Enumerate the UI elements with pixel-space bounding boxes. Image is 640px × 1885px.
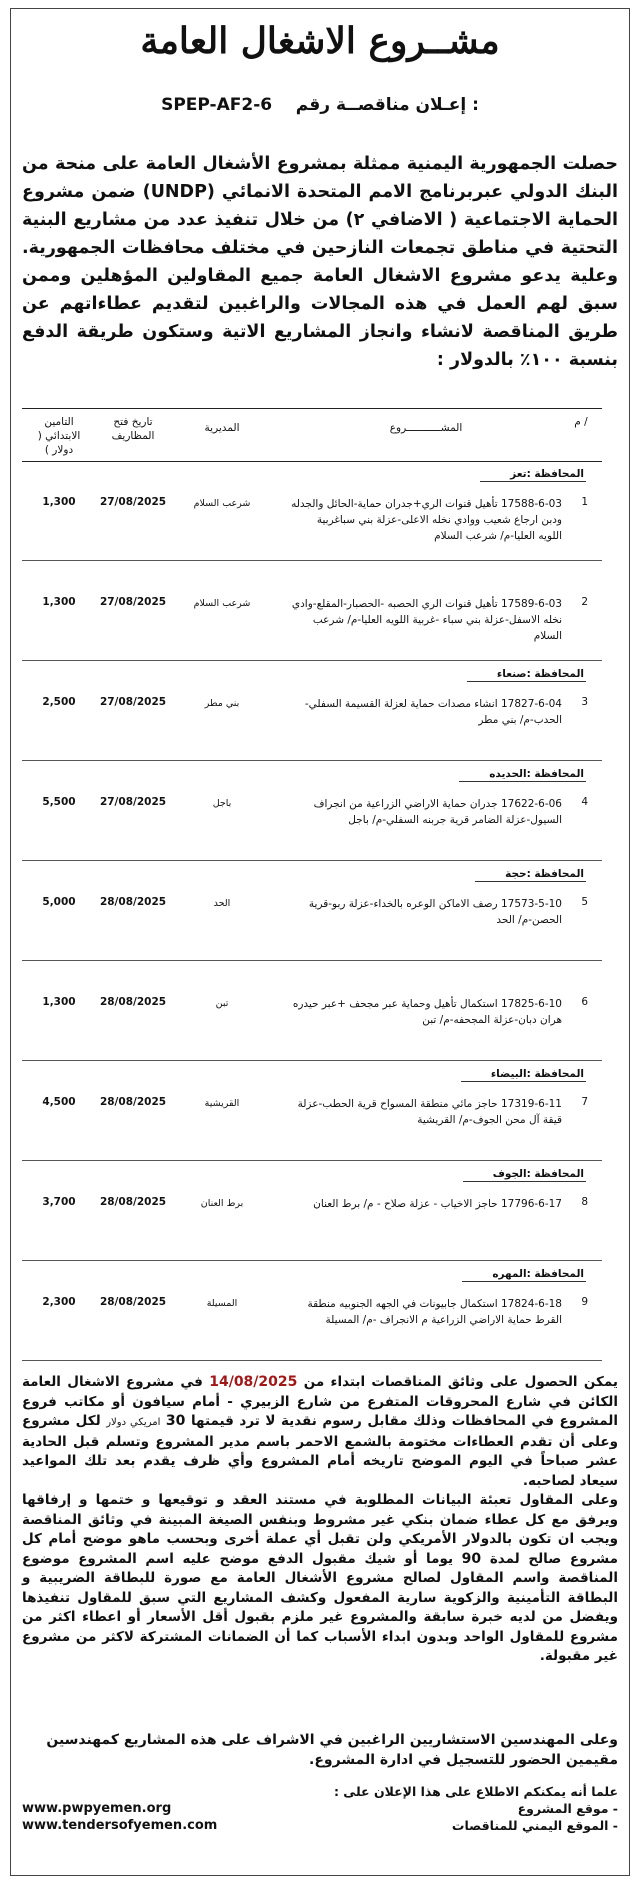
project-description: 17573-5-10 رصف الاماكن الوعره بالخداء-عزلة ربو-قرية الحصن-م/ الحد xyxy=(308,898,562,926)
bid-security-amount: 2,500 xyxy=(42,696,76,708)
directorate: المسيلة xyxy=(206,1298,238,1309)
conditions-p1b: في مشروع الاشغال العامة الكائن في شارع المحروقات المتفرع من شارع الزبيري - أمام سيافون أو مكاتب فروع المشروع في المحافظات وذلك مقابل رسوم نقدية لا ترد قيمتها xyxy=(22,1374,618,1429)
conditions-text xyxy=(22,1373,618,1667)
table-row xyxy=(22,960,602,1061)
website-row-2 xyxy=(22,1817,618,1834)
table-row xyxy=(22,760,602,861)
websites-note: علما أنه يمكنكم الاطلاع على هذا الإعلان على : xyxy=(333,1784,618,1799)
project-row xyxy=(22,1196,602,1244)
opening-date: 28/08/2025 xyxy=(99,1096,167,1108)
bid-security-amount: 3,700 xyxy=(42,1196,76,1208)
project-row xyxy=(22,696,602,744)
row-number: 1 xyxy=(581,496,588,508)
opening-date: 28/08/2025 xyxy=(99,1296,167,1308)
project-row xyxy=(22,996,602,1044)
opening-date: 28/08/2025 xyxy=(99,1196,167,1208)
table-row xyxy=(22,660,602,761)
bid-security-amount: 4,500 xyxy=(42,1096,76,1108)
directorate: باجل xyxy=(212,798,232,809)
governorate-label: المحافظة :الحديده xyxy=(459,768,586,782)
website-row-1 xyxy=(22,1800,618,1817)
opening-date: 27/08/2025 xyxy=(99,496,167,508)
governorate-label: المحافظة :الجوف xyxy=(463,1168,586,1182)
conditions-p1c: لكل مشروع وعلى أن تقدم العطاءات مختومة بالشمع الاحمر باسم مدير المشروع وتسلم قبل الحادية عشر صباحاً في اليوم الموضح تاريخه أمام المشروع وأي ظرف يقدم بعد تلك المواعيد سيعاد لصاحبه. xyxy=(22,1413,618,1489)
opening-date: 27/08/2025 xyxy=(99,796,167,808)
table-row xyxy=(22,860,602,961)
tender-heading xyxy=(0,95,640,115)
table-header xyxy=(22,408,602,462)
project-description: 17589-6-03 تأهيل قنوات الري الحصبه -الحصبار-المقلع-وادي نخله الاسفل-عزلة بني سباء -غربية اللويه العليا-م/ شرعب السلام xyxy=(291,598,562,642)
intro-paragraph: حصلت الجمهورية اليمنية ممثلة بمشروع الأشغال العامة على منحة من البنك الدولي عبربرنامج الامم المتحدة الانمائي (UNDP) ضمن مشروع الحماية الاجتماعية ( الاضافي ٢) من خلال تنفيذ عدد من مشاريع البنية التحتية في مناطق تجمعات النازحين في مختلف محافظات الجمهورية. وعلية يدعو مشروع الاشغال العامة جميع المقاولين المؤهلين وممن سبق لهم العمل في هذه المجالات والراغبين لتقديم عطاءاتهم عن طريق المناقصة لانشاء وانجاز المشاريع الاتية وستكون طريقة الدفع بنسبة ١٠٠٪ بالدولار : xyxy=(22,154,619,370)
table-row xyxy=(22,1260,602,1361)
governorate-label: المحافظة :حجة xyxy=(475,868,586,882)
project-row xyxy=(22,1096,602,1144)
conditions-p2a: وعلى المقاول تعبئة البيانات المطلوبة في مستند العقد و توقيعها و ختمها و إرفاقها ويرفق مع كل عطاء ضمان بنكي غير مشروط وبنفس الصيغة المبينة في وثائق المناقصة ويجب ان تكون بالدولار الأمريكي ولن تقبل أي عملة أخرى وبحسب ماهو موضح أمام كل مشروع صالح لمدة xyxy=(22,1492,619,1567)
row-number: 8 xyxy=(581,1196,588,1208)
header-amount: التامين الابتدائي ( دولار ) xyxy=(37,416,81,456)
header-num: م / xyxy=(574,416,588,428)
opening-date: 28/08/2025 xyxy=(99,896,167,908)
consultants-paragraph: وعلى المهندسين الاستشاريين الراغبين في الاشراف على هذه المشاريع كمهندسين مقيمين الحضور للتسجيل في ادارة المشروع. xyxy=(46,1732,618,1768)
opening-date: 27/08/2025 xyxy=(99,596,167,608)
header-project: المشـــــــــــروع xyxy=(389,422,463,434)
directorate: برط العنان xyxy=(200,1198,244,1209)
conditions-p1a: يمكن الحصول على وثائق المناقصات ابتداء من xyxy=(303,1374,618,1390)
table-row xyxy=(22,1060,602,1161)
project-description: 17796-6-17 حاجز الاخياب - عزلة صلاح - م/ برط العنان xyxy=(313,1198,562,1210)
project-description: 17588-6-03 تأهيل قنوات الري+جدران حماية-الحائل والجدله ودبن ارجاع شعيب ووادي نخله الاعلى-عزلة بني سباغربية اللويه العليا-م/ شرعب السلام xyxy=(291,498,562,542)
project-description: 17827-6-04 انشاء مصدات حماية لعزلة القسيمة السفلي-الحدب-م/ بني مطر xyxy=(304,698,562,726)
row-number: 9 xyxy=(581,1296,588,1308)
header-date: تاريخ فتح المظاريف xyxy=(111,416,155,442)
governorate-label: المحافظة :المهره xyxy=(462,1268,586,1282)
page-title: مشــروع الاشغال العامة xyxy=(140,20,500,62)
governorate-label: المحافظة :البيضاء xyxy=(461,1068,586,1082)
website-1-label: - موقع المشروع xyxy=(517,1801,618,1816)
bid-security-amount: 5,000 xyxy=(42,896,76,908)
row-number: 6 xyxy=(581,996,588,1008)
project-description: 17825-6-10 استكمال تأهيل وحماية عبر مجحف +عبر حيدره هران دبان-عزلة المجحفه-م/ تبن xyxy=(292,998,562,1026)
row-number: 3 xyxy=(581,696,588,708)
table-row xyxy=(22,560,602,661)
directorate: القريشية xyxy=(204,1098,240,1109)
governorate-label: المحافظة :تعز xyxy=(480,468,586,482)
bid-security-amount: 5,500 xyxy=(42,796,76,808)
website-2-label: - الموقع اليمني للمناقصات xyxy=(451,1818,618,1833)
docs-start-date: 14/08/2025 xyxy=(209,1374,298,1390)
row-number: 4 xyxy=(581,796,588,808)
fee-currency: امريكي دولار xyxy=(106,1417,161,1428)
table-row xyxy=(22,460,602,561)
fee-amount: 30 xyxy=(165,1413,186,1429)
project-description: 17319-6-11 حاجز مائي منطقة المسواح قرية الحطب-عزلة قيقة آل محن الجوف-م/ القريشية xyxy=(297,1098,562,1126)
bid-security-amount: 1,300 xyxy=(42,496,76,508)
project-description: 17824-6-18 استكمال جابيونات في الجهه الجنوبيه منطقة القرط حماية الاراضي الزراعية م الانجراف -م/ المسيلة xyxy=(307,1298,562,1326)
opening-date: 28/08/2025 xyxy=(99,996,167,1008)
row-number: 5 xyxy=(581,896,588,908)
project-row xyxy=(22,896,602,944)
row-number: 7 xyxy=(581,1096,588,1108)
governorate-label: المحافظة :صنعاء xyxy=(467,668,586,682)
project-row xyxy=(22,596,602,644)
bid-security-amount: 1,300 xyxy=(42,996,76,1008)
websites-block xyxy=(22,1783,618,1834)
directorate: شرعب السلام xyxy=(193,498,251,509)
website-1-url[interactable]: www.pwpyemen.org xyxy=(22,1801,172,1816)
header-directorate: المديرية xyxy=(204,422,240,434)
project-row xyxy=(22,796,602,844)
row-number: 2 xyxy=(581,596,588,608)
tender-label: إعـلان مناقصــة رقم : xyxy=(295,95,479,115)
directorate: تبن xyxy=(215,998,229,1009)
opening-date: 27/08/2025 xyxy=(99,696,167,708)
directorate: بني مطر xyxy=(204,698,240,709)
project-row xyxy=(22,496,602,544)
guarantee-days: 90 xyxy=(461,1550,482,1567)
directorate: الحد xyxy=(213,898,231,909)
tender-number: SPEP-AF2-6 xyxy=(161,95,273,115)
project-description: 17622-6-06 جدران حماية الاراضي الزراعية من انجراف السيول-عزلة الضامر قرية جربنه السفلي-م/ باجل xyxy=(313,798,562,826)
project-row xyxy=(22,1296,602,1344)
directorate: شرعب السلام xyxy=(193,598,251,609)
bid-security-amount: 2,300 xyxy=(42,1296,76,1308)
bid-security-amount: 1,300 xyxy=(42,596,76,608)
conditions-p2b: يوما أو شيك مقبول الدفع موضح عليه اسم المشروع موضوع المناقصة واسم المقاول لصالح مشروع الأشغال العامة مع صورة للبطاقة الضريبية و البطاقة التأمينية والزكوية سارية المفعول وكشف المشاريع التي سبق للمقاول تنفيذها ويفضل من لديه خبرة سابقة والمشروع غير ملزم بقبول أقل الأسعار أو اعطاء اكثر من مشروع للمقاول الواحد وبدون ابداء الأسباب كما أن الضمانات المشتركة لاكثر من مشروع غير مقبولة. xyxy=(22,1550,618,1664)
website-2-url[interactable]: www.tendersofyemen.com xyxy=(22,1818,218,1833)
table-row xyxy=(22,1160,602,1261)
